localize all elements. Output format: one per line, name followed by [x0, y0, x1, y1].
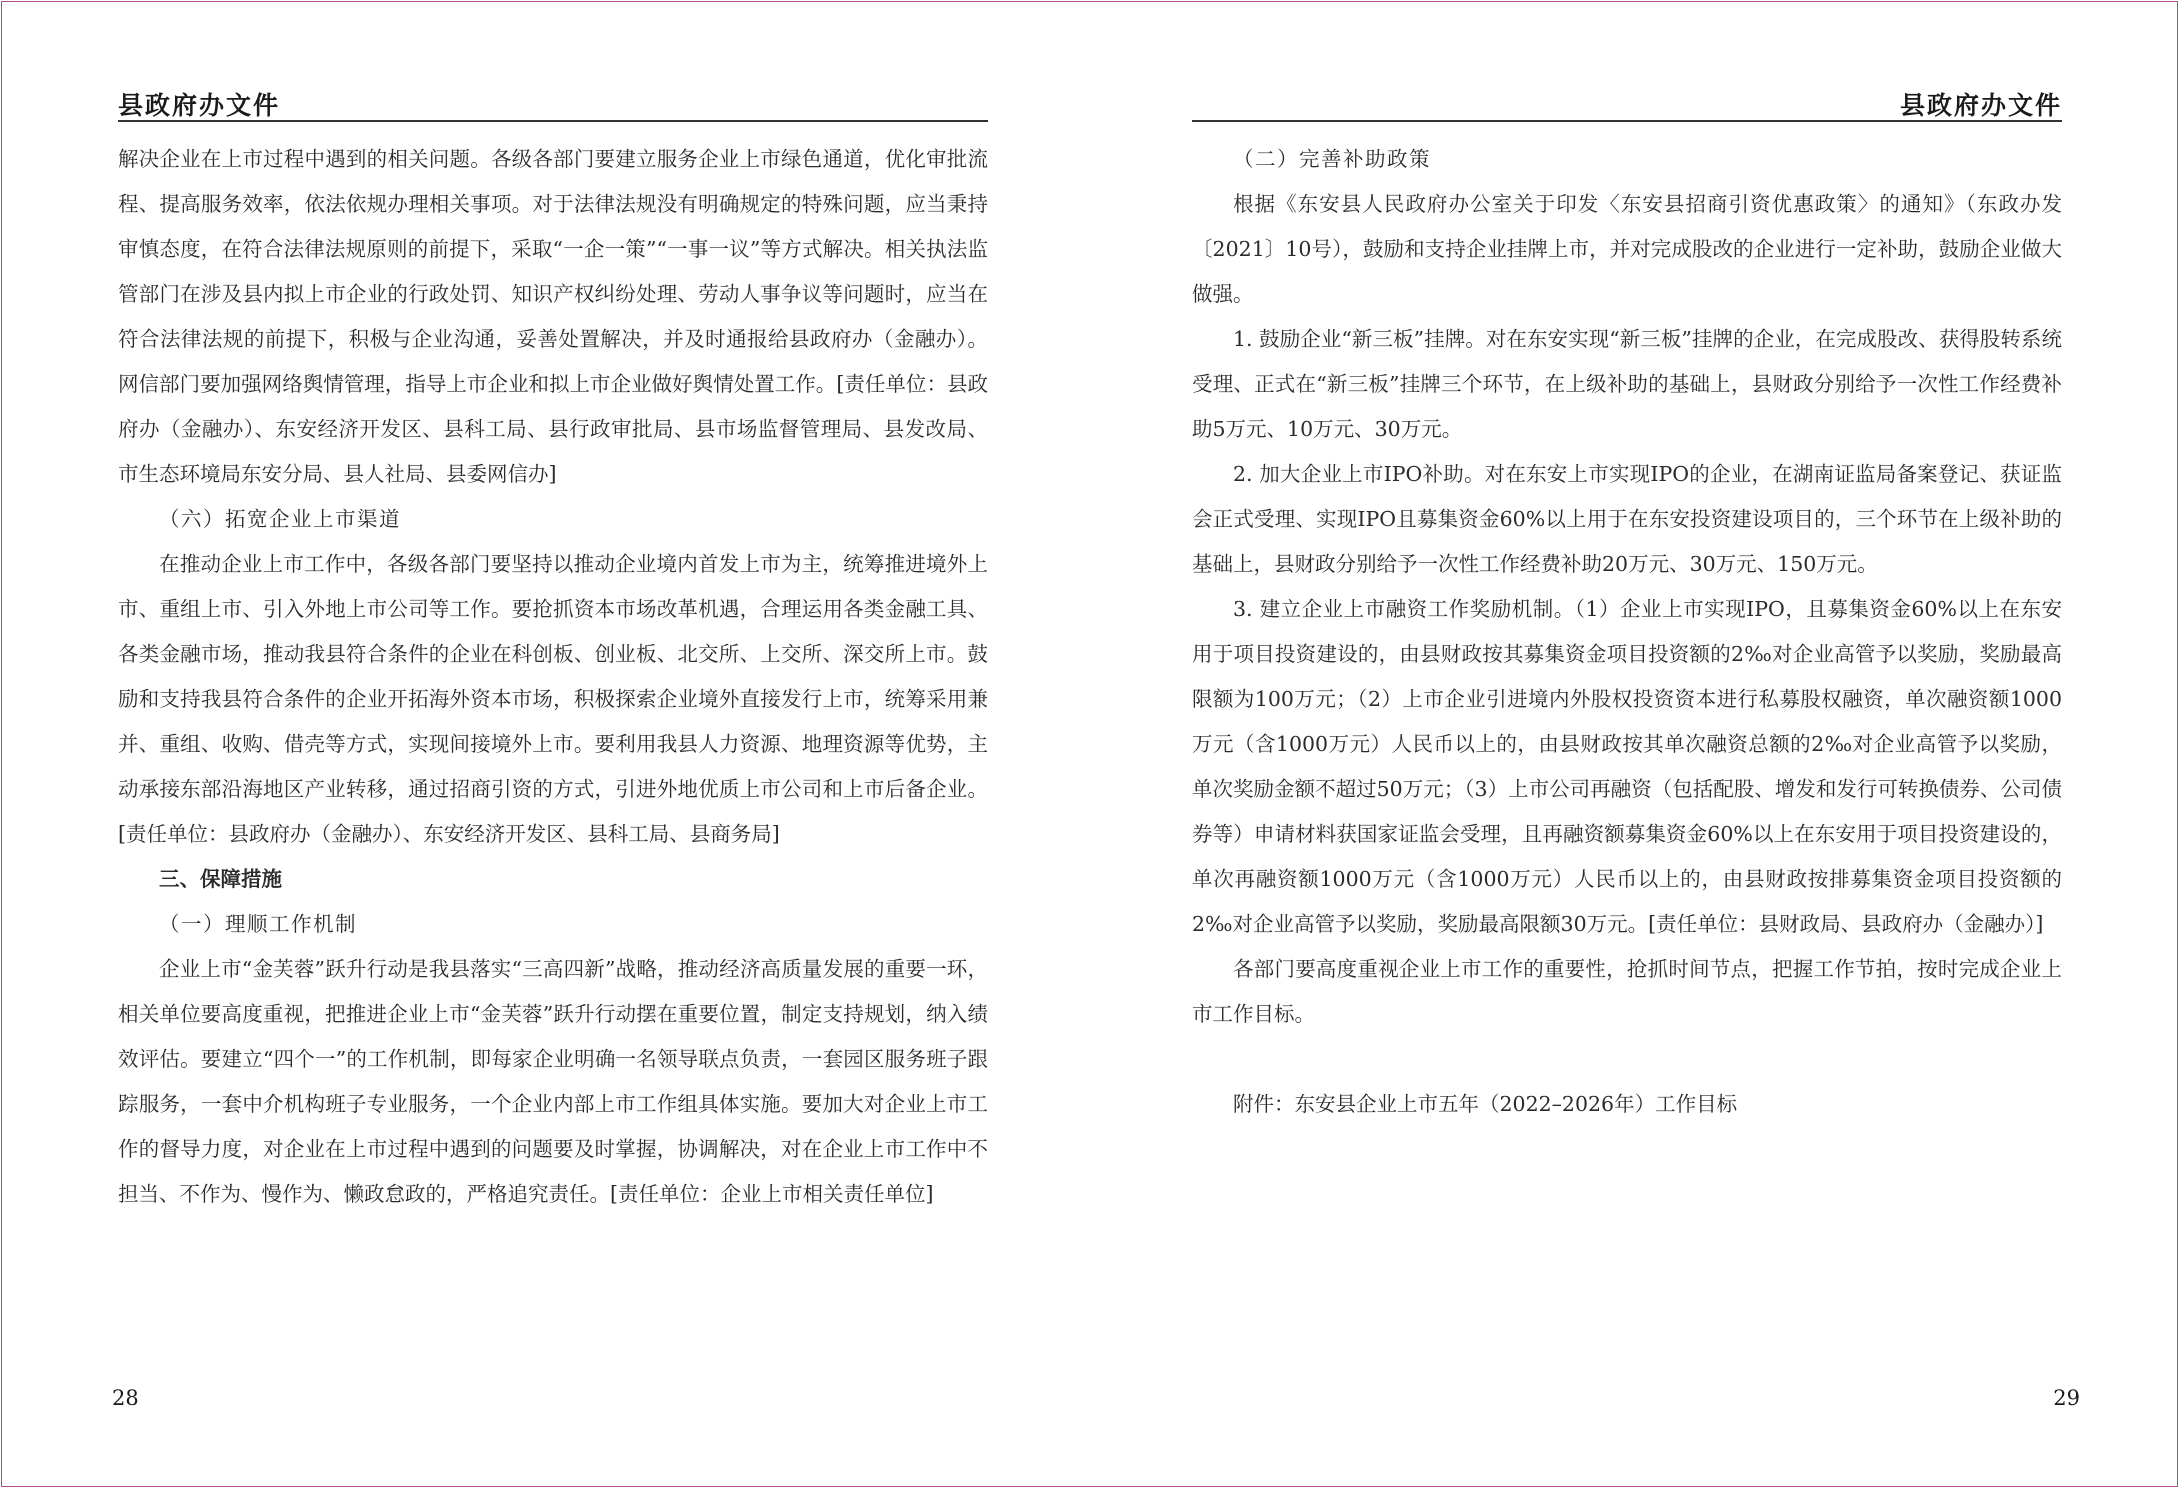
subsection-heading: （六）拓宽企业上市渠道: [159, 507, 401, 531]
body-paragraph: 企业上市“金芙蓉”跃升行动是我县落实“三高四新”战略，推动经济高质量发展的重要一环，相关单位要高度重视，把推进企业上市“金芙蓉”跃升行动摆在重要位置，制定支持规划，纳入绩效评估。要建立“四个一”的工作机制，即每家企业明确一名领导联点负责，一套园区服务班子跟踪服务，一套中介机构班子专业服务，一个企业内部上市工作组具体实施。要加大对企业上市工作的督导力度，对企业在上市过程中遇到的问题要及时掌握，协调解决，对在企业上市工作中不担当、不作为、慢作为、懒政怠政的，严格追究责任。[责任单位：企业上市相关责任单位]: [118, 957, 988, 1206]
body-paragraph: 在推动企业上市工作中，各级各部门要坚持以推动企业境内首发上市为主，统筹推进境外上市、重组上市、引入外地上市公司等工作。要抢抓资本市场改革机遇，合理运用各类金融工具、各类金融市场，推动我县符合条件的企业在科创板、创业板、北交所、上交所、深交所上市。鼓励和支持我县符合条件的企业开拓海外资本市场，积极探索企业境外直接发行上市，统筹采用兼并、重组、收购、借壳等方式，实现间接境外上市。要利用我县人力资源、地理资源等优势，主动承接东部沿海地区产业转移，通过招商引资的方式，引进外地优质上市公司和上市后备企业。[责任单位：县政府办（金融办）、东安经济开发区、县科工局、县商务局]: [118, 552, 988, 846]
body-paragraph: 各部门要高度重视企业上市工作的重要性，抢抓时间节点，把握工作节拍，按时完成企业上市工作目标。: [1192, 957, 2062, 1026]
left-page: [112, 0, 988, 1490]
body-paragraph: 1. 鼓励企业“新三板”挂牌。对在东安实现“新三板”挂牌的企业，在完成股改、获得股转系统受理、正式在“新三板”挂牌三个环节，在上级补助的基础上，县财政分别给予一次性工作经费补助5万元、10万元、30万元。: [1192, 327, 2062, 441]
page-number: 29: [2053, 1386, 2080, 1410]
header-title: 县政府办文件: [118, 91, 281, 120]
page-header: [1192, 86, 2062, 122]
body-paragraph: 2. 加大企业上市IPO补助。对在东安上市实现IPO的企业，在湖南证监局备案登记、获证监会正式受理、实现IPO且募集资金60%以上用于在东安投资建设项目的，三个环节在上级补助的基础上，县财政分别给予一次性工作经费补助20万元、30万元、150万元。: [1192, 462, 2062, 576]
section-heading: 三、保障措施: [159, 867, 282, 891]
page-number: 28: [112, 1386, 139, 1410]
subsection-heading: （二）完善补助政策: [1233, 147, 1431, 171]
page-body: [118, 137, 988, 1217]
attachment-note: 附件：东安县企业上市五年（2022–2026年）工作目标: [1233, 1092, 1738, 1116]
body-paragraph: 根据《东安县人民政府办公室关于印发〈东安县招商引资优惠政策〉的通知》（东政办发〔2021〕10号），鼓励和支持企业挂牌上市，并对完成股改的企业进行一定补助，鼓励企业做大做强。: [1192, 192, 2062, 306]
body-paragraph: 3. 建立企业上市融资工作奖励机制。（1）企业上市实现IPO，且募集资金60%以上在东安用于项目投资建设的，由县财政按其募集资金项目投资额的2‰对企业高管予以奖励，奖励最高限额为100万元；（2）上市企业引进境内外股权投资资本进行私募股权融资，单次融资额1000万元（含1000万元）人民币以上的，由县财政按其单次融资总额的2‰对企业高管予以奖励，单次奖励金额不超过50万元；（3）上市公司再融资（包括配股、增发和发行可转换债券、公司债券等）申请材料获国家证监会受理，且再融资额募集资金60%以上在东安用于项目投资建设的，单次再融资额1000万元（含1000万元）人民币以上的，由县财政按排募集资金项目投资额的2‰对企业高管予以奖励，奖励最高限额30万元。[责任单位：县财政局、县政府办（金融办）]: [1192, 597, 2062, 936]
page-header: [118, 86, 988, 122]
header-title: 县政府办文件: [1899, 91, 2062, 120]
page-body: [1192, 137, 2062, 1127]
right-page: [1192, 0, 2080, 1490]
subsection-heading: （一）理顺工作机制: [159, 912, 357, 936]
body-paragraph: 解决企业在上市过程中遇到的相关问题。各级各部门要建立服务企业上市绿色通道，优化审批流程、提高服务效率，依法依规办理相关事项。对于法律法规没有明确规定的特殊问题，应当秉持审慎态度，在符合法律法规原则的前提下，采取“一企一策”“一事一议”等方式解决。相关执法监管部门在涉及县内拟上市企业的行政处罚、知识产权纠纷处理、劳动人事争议等问题时，应当在符合法律法规的前提下，积极与企业沟通，妥善处置解决，并及时通报给县政府办（金融办）。网信部门要加强网络舆情管理，指导上市企业和拟上市企业做好舆情处置工作。[责任单位：县政府办（金融办）、东安经济开发区、县科工局、县行政审批局、县市场监督管理局、县发改局、市生态环境局东安分局、县人社局、县委网信办]: [118, 147, 988, 486]
